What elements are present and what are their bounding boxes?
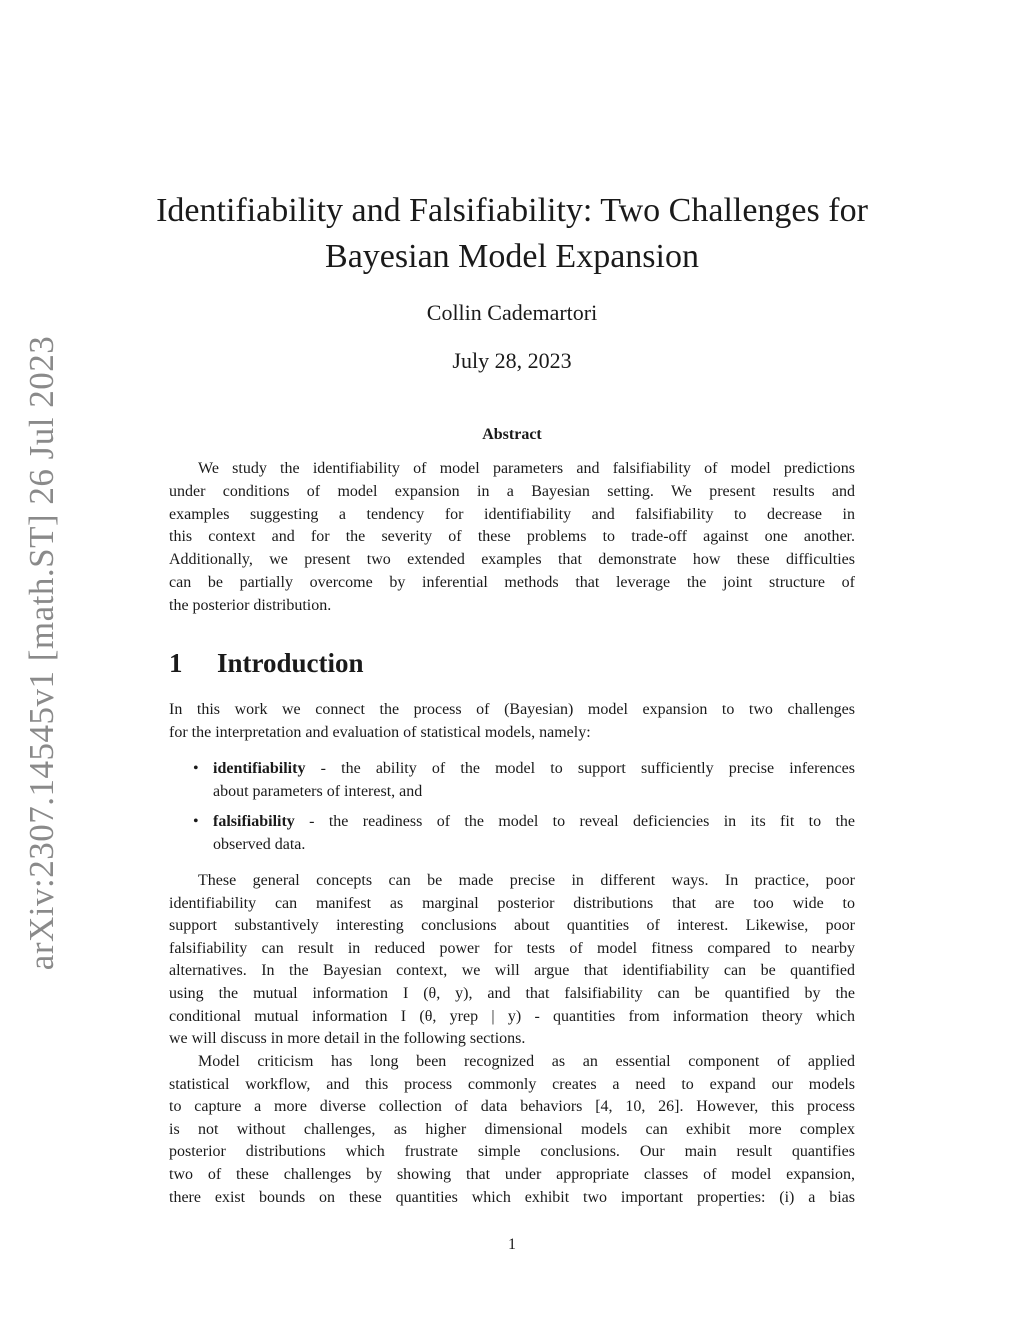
bullet-line — [213, 811, 855, 834]
bullet-term: identifiability — [213, 760, 306, 777]
concept-bullet-list — [169, 758, 855, 864]
abstract-line: can be partially overcome by inferential methods that leverage the joint structure of — [169, 573, 855, 591]
paragraph-line: In this work we connect the process of (Bayesian) model expansion to two challenges — [169, 701, 855, 718]
abstract-line: under conditions of model expansion in a Bayesian setting. We present results and — [169, 482, 855, 500]
bullet-term: falsifiability — [213, 813, 295, 831]
bullet-icon: • — [193, 813, 199, 831]
bullet-text: - the ability of the model to support sufficiently precise inferences — [305, 760, 855, 777]
publication-date: July 28, 2023 — [452, 348, 572, 373]
section-title: Introduction — [217, 648, 364, 678]
paragraph-line: there exist bounds on these quantities which exhibit two important properties: (i) a bias — [169, 1188, 855, 1206]
abstract-line: this context and for the severity of these problems to trade-off against one another. — [169, 528, 855, 546]
bullet-text: - the readiness of the model to reveal deficiencies in its fit to the — [294, 813, 855, 831]
abstract-line: We study the identifiability of model parameters and falsifiability of model predictions — [198, 460, 855, 477]
paper-title-line-1: Identifiability and Falsifiability: Two Challenges for — [156, 192, 868, 229]
list-item — [169, 758, 855, 803]
section-number: 1 — [169, 648, 183, 678]
abstract-line: examples suggesting a tendency for identifiability and falsifiability to decrease in — [169, 505, 855, 523]
paragraph-line: support substantively interesting conclusions about quantities of interest. Likewise, poor — [169, 917, 855, 935]
body-paragraph-3 — [169, 1051, 855, 1209]
intro-paragraph — [169, 699, 855, 744]
paragraph-line: to capture a more diverse collection of data behaviors [4, 10, 26]. However, this process — [169, 1098, 855, 1116]
paragraph-line: alternatives. In the Bayesian context, we will argue that identifiability can be quantified — [169, 962, 855, 980]
body-paragraph-2 — [169, 870, 855, 1051]
paragraph-line: posterior distributions which frustrate simple conclusions. Our main result quantifies — [169, 1143, 855, 1161]
abstract-body — [169, 458, 855, 618]
arxiv-identifier-text: arXiv:2307.14545v1 [math.ST] 26 Jul 2023 — [22, 335, 61, 971]
paragraph-line: These general concepts can be made precise in different ways. In practice, poor — [198, 872, 855, 889]
list-item — [169, 811, 855, 856]
page-number: 1 — [508, 1236, 516, 1253]
bullet-icon: • — [193, 760, 199, 777]
paragraph-line: statistical workflow, and this process commonly creates a need to expand our models — [169, 1075, 855, 1093]
bullet-line: observed data. — [213, 835, 306, 853]
paragraph-line: we will discuss in more detail in the following sections. — [169, 1030, 526, 1048]
abstract-line: Additionally, we present two extended examples that demonstrate how these difficulties — [169, 551, 855, 569]
bullet-line — [213, 758, 855, 781]
abstract-heading: Abstract — [482, 426, 542, 443]
paragraph-line: falsifiability can result in reduced power for tests of model fitness compared to nearby — [169, 939, 855, 957]
author-name: Collin Cademartori — [426, 300, 598, 325]
paragraph-line: Model criticism has long been recognized as an essential component of applied — [198, 1053, 855, 1070]
paper-title — [120, 188, 904, 280]
paragraph-line: identifiability can manifest as marginal posterior distributions that are too wide to — [169, 894, 855, 912]
paragraph-line: is not without challenges, as higher dimensional models can exhibit more complex — [169, 1120, 855, 1138]
paper-title-line-2: Bayesian Model Expansion — [325, 238, 699, 275]
paragraph-line: for the interpretation and evaluation of statistical models, namely: — [169, 723, 591, 741]
paragraph-line: conditional mutual information I (θ, yrep | y) - quantities from information theory which — [169, 1007, 855, 1025]
bullet-line: about parameters of interest, and — [213, 782, 423, 800]
abstract-line: the posterior distribution. — [169, 596, 332, 614]
section-heading — [169, 648, 364, 679]
paragraph-line: two of these challenges by showing that under appropriate classes of model expansion, — [169, 1165, 855, 1183]
paragraph-line: using the mutual information I (θ, y), and that falsifiability can be quantified by the — [169, 984, 855, 1002]
